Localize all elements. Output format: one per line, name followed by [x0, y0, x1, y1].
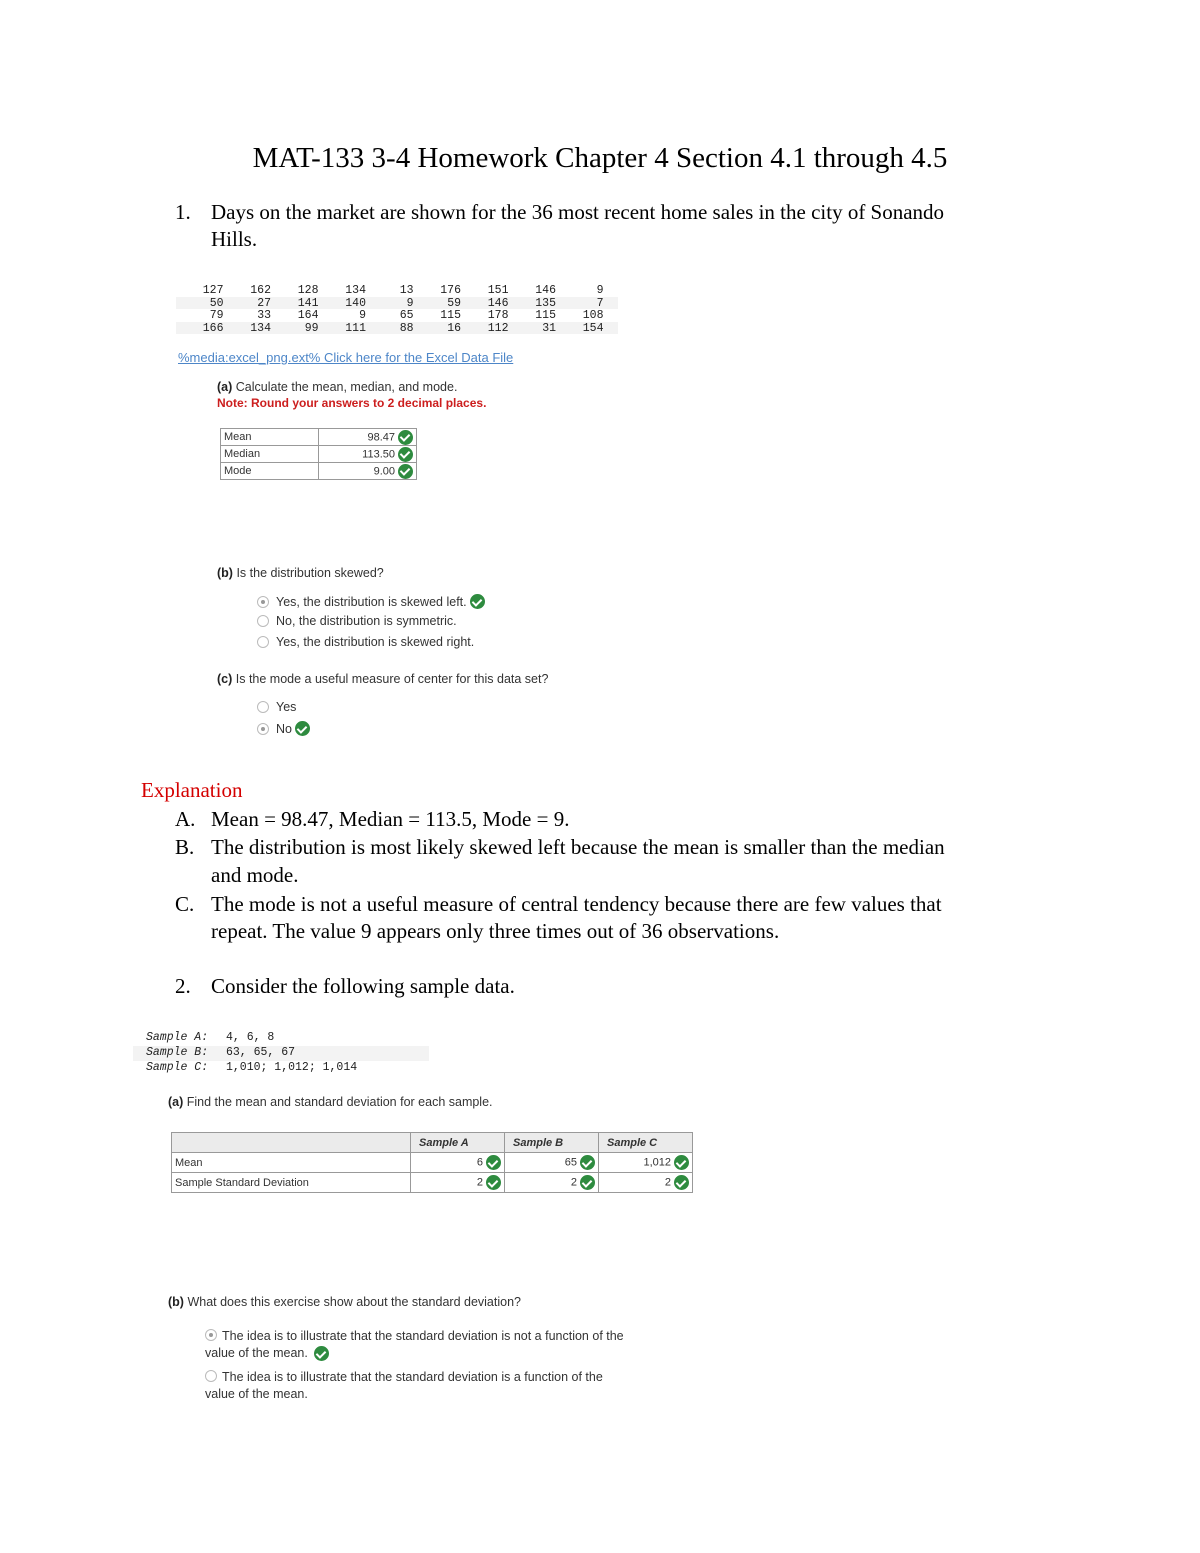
data-cell: 27	[257, 296, 271, 310]
part-text: What does this exercise show about the standard deviation?	[187, 1295, 521, 1309]
data-cell: 13	[399, 284, 414, 297]
row-label: Mean	[172, 1153, 411, 1173]
radio-icon[interactable]	[257, 701, 269, 713]
sample-values: 1,010; 1,012; 1,014	[226, 1061, 358, 1074]
data-cell: 178	[487, 309, 509, 322]
table-row	[172, 1173, 693, 1193]
answer-value: 65	[564, 1156, 577, 1169]
part-label: (b)	[168, 1295, 184, 1309]
table-row	[221, 463, 417, 480]
part-text: Find the mean and standard deviation for each sample.	[186, 1095, 493, 1109]
question-2	[175, 973, 775, 1000]
part-c-prompt	[217, 672, 548, 686]
radio-icon[interactable]	[205, 1370, 217, 1382]
data-cell: 176	[440, 284, 461, 297]
part-text: Is the distribution skewed?	[236, 566, 384, 580]
page-title: MAT-133 3-4 Homework Chapter 4 Section 4.1 through 4.5	[252, 142, 948, 174]
data-cell: 112	[487, 321, 509, 335]
item-text-line1: The mode is not a useful measure of central tendency because there are few values that	[211, 892, 942, 916]
answer-value: 2	[664, 1176, 671, 1189]
sample-values: 4, 6, 8	[226, 1031, 275, 1044]
part-label: (a)	[217, 380, 233, 394]
check-icon	[580, 1175, 595, 1190]
data-cell: 154	[582, 321, 604, 335]
question-text: Consider the following sample data.	[211, 974, 515, 998]
data-cell: 108	[582, 309, 604, 322]
check-icon	[295, 721, 310, 736]
radio-option-is-function[interactable]	[205, 1369, 705, 1403]
sample-row	[133, 1046, 429, 1061]
check-icon	[486, 1155, 501, 1170]
column-header: Sample B	[505, 1133, 599, 1153]
data-cell: 128	[297, 284, 319, 297]
sample-label: Sample C:	[146, 1061, 209, 1074]
header-blank	[172, 1133, 411, 1153]
data-cell: 79	[209, 309, 224, 322]
data-cell: 59	[447, 296, 461, 310]
answer-cell	[319, 463, 417, 480]
row-label: Median	[221, 446, 319, 463]
check-icon	[470, 594, 485, 609]
data-row	[176, 297, 618, 310]
sample-values: 63, 65, 67	[226, 1046, 296, 1059]
radio-selected-icon[interactable]	[257, 596, 269, 608]
data-cell: 134	[250, 321, 271, 335]
data-cell: 9	[596, 284, 604, 297]
days-data-grid	[176, 284, 618, 334]
q2-part-a-prompt	[168, 1095, 493, 1109]
data-row	[176, 322, 618, 335]
item-letter: B.	[175, 835, 195, 859]
radio-option-skewed-right[interactable]	[257, 635, 474, 649]
data-cell: 140	[345, 296, 366, 310]
data-cell: 9	[359, 309, 366, 322]
answer-value: 1,012	[643, 1156, 671, 1169]
column-header: Sample A	[411, 1133, 505, 1153]
excel-data-link[interactable]: %media:excel_png.ext% Click here for the Excel Data File	[178, 350, 514, 365]
sample-row	[133, 1031, 429, 1046]
item-text-line1: Mean = 98.47, Median = 113.5, Mode = 9.	[211, 807, 570, 831]
data-cell: 162	[250, 284, 271, 297]
check-icon	[580, 1155, 595, 1170]
answer-cell	[411, 1173, 505, 1193]
data-cell: 166	[202, 321, 224, 335]
sample-data	[133, 1031, 429, 1076]
check-icon	[486, 1175, 501, 1190]
row-label: Sample Standard Deviation	[172, 1173, 411, 1193]
check-icon	[398, 430, 413, 445]
answer-value: 2	[570, 1176, 577, 1189]
option-label-line1: The idea is to illustrate that the standard deviation is not a function of the	[222, 1329, 624, 1343]
data-cell: 50	[209, 296, 224, 310]
table-row	[172, 1153, 693, 1173]
stats-table	[220, 428, 417, 480]
data-cell: 33	[257, 309, 271, 322]
data-cell: 16	[447, 321, 461, 335]
radio-option-symmetric[interactable]	[257, 614, 457, 628]
answer-cell	[505, 1173, 599, 1193]
answer-cell	[599, 1173, 693, 1193]
radio-selected-icon[interactable]	[205, 1329, 217, 1341]
data-row	[176, 284, 618, 297]
check-icon	[398, 464, 413, 479]
data-cell: 65	[399, 309, 414, 322]
answer-cell	[599, 1153, 693, 1173]
data-cell: 146	[535, 284, 556, 297]
part-b-prompt	[217, 566, 384, 580]
option-label: No, the distribution is symmetric.	[276, 614, 457, 628]
column-header: Sample C	[599, 1133, 693, 1153]
option-label: No	[276, 721, 292, 736]
answer-cell	[505, 1153, 599, 1173]
sample-label: Sample A:	[146, 1031, 209, 1044]
data-cell: 141	[297, 296, 319, 310]
option-label-line2: value of the mean.	[205, 1346, 308, 1360]
radio-selected-icon[interactable]	[257, 723, 269, 735]
data-cell: 99	[304, 321, 319, 335]
data-cell: 9	[406, 296, 414, 310]
sample-row	[133, 1061, 429, 1076]
table-header-row	[172, 1133, 693, 1153]
check-icon	[674, 1175, 689, 1190]
question-text-line2: Hills.	[211, 227, 258, 251]
data-cell: 146	[487, 296, 509, 310]
answer-cell	[319, 446, 417, 463]
data-cell: 164	[297, 309, 319, 322]
part-text: Calculate the mean, median, and mode.	[235, 380, 458, 394]
part-a-prompt	[217, 380, 457, 394]
data-cell: 111	[345, 321, 366, 335]
data-row	[176, 309, 618, 322]
rounding-note: Note: Round your answers to 2 decimal places.	[217, 396, 487, 410]
option-label: Yes	[276, 700, 297, 714]
data-cell: 7	[596, 296, 604, 310]
option-label-line2: value of the mean.	[205, 1387, 308, 1401]
data-cell: 88	[399, 321, 414, 335]
question-text-line1: Days on the market are shown for the 36 most recent home sales in the city of Sonando	[211, 200, 945, 224]
data-cell: 134	[345, 284, 366, 297]
option-label: Yes, the distribution is skewed right.	[276, 635, 475, 649]
data-cell: 135	[535, 296, 556, 310]
answer-value: 113.50	[362, 447, 395, 460]
item-text-line1: The distribution is most likely skewed left because the mean is smaller than the median	[211, 835, 945, 859]
radio-option-skewed-left[interactable]	[257, 594, 485, 609]
table-row	[221, 446, 417, 463]
answer-value: 9.00	[373, 464, 395, 477]
radio-icon[interactable]	[257, 615, 269, 627]
radio-option-yes[interactable]	[257, 700, 296, 714]
data-cell: 151	[487, 284, 509, 297]
option-label: Yes, the distribution is skewed left.	[276, 594, 467, 609]
radio-icon[interactable]	[257, 636, 269, 648]
sample-label: Sample B:	[146, 1046, 209, 1059]
part-label: (b)	[217, 566, 233, 580]
check-icon	[674, 1155, 689, 1170]
part-label: (a)	[168, 1095, 184, 1109]
item-text-line2: and mode.	[211, 863, 299, 887]
data-cell: 115	[535, 309, 556, 322]
question-1	[175, 199, 1075, 253]
data-cell: 115	[440, 309, 461, 322]
answer-cell	[411, 1153, 505, 1173]
explanation-heading: Explanation	[141, 778, 243, 802]
part-text: Is the mode a useful measure of center for this data set?	[235, 672, 549, 686]
answer-value: 6	[476, 1156, 483, 1169]
question-number: 2.	[175, 974, 191, 998]
option-label-line1: The idea is to illustrate that the standard deviation is a function of the	[222, 1370, 603, 1384]
data-cell: 31	[542, 321, 556, 335]
check-icon	[398, 447, 413, 462]
radio-option-no[interactable]	[257, 721, 310, 736]
item-letter: C.	[175, 892, 195, 916]
row-label: Mean	[221, 429, 319, 446]
radio-option-not-function[interactable]	[205, 1328, 705, 1362]
part-label: (c)	[217, 672, 233, 686]
row-label: Mode	[221, 463, 319, 480]
answer-value: 2	[476, 1176, 483, 1189]
q2-part-b-prompt	[168, 1295, 521, 1309]
item-letter: A.	[175, 807, 196, 831]
check-icon	[314, 1346, 329, 1361]
answer-value: 98.47	[367, 430, 395, 443]
answer-cell	[319, 429, 417, 446]
question-number: 1.	[175, 200, 191, 224]
data-cell: 127	[202, 284, 224, 297]
table-row	[221, 429, 417, 446]
item-text-line2: repeat. The value 9 appears only three times out of 36 observations.	[211, 919, 780, 943]
mean-sd-table	[171, 1132, 693, 1193]
